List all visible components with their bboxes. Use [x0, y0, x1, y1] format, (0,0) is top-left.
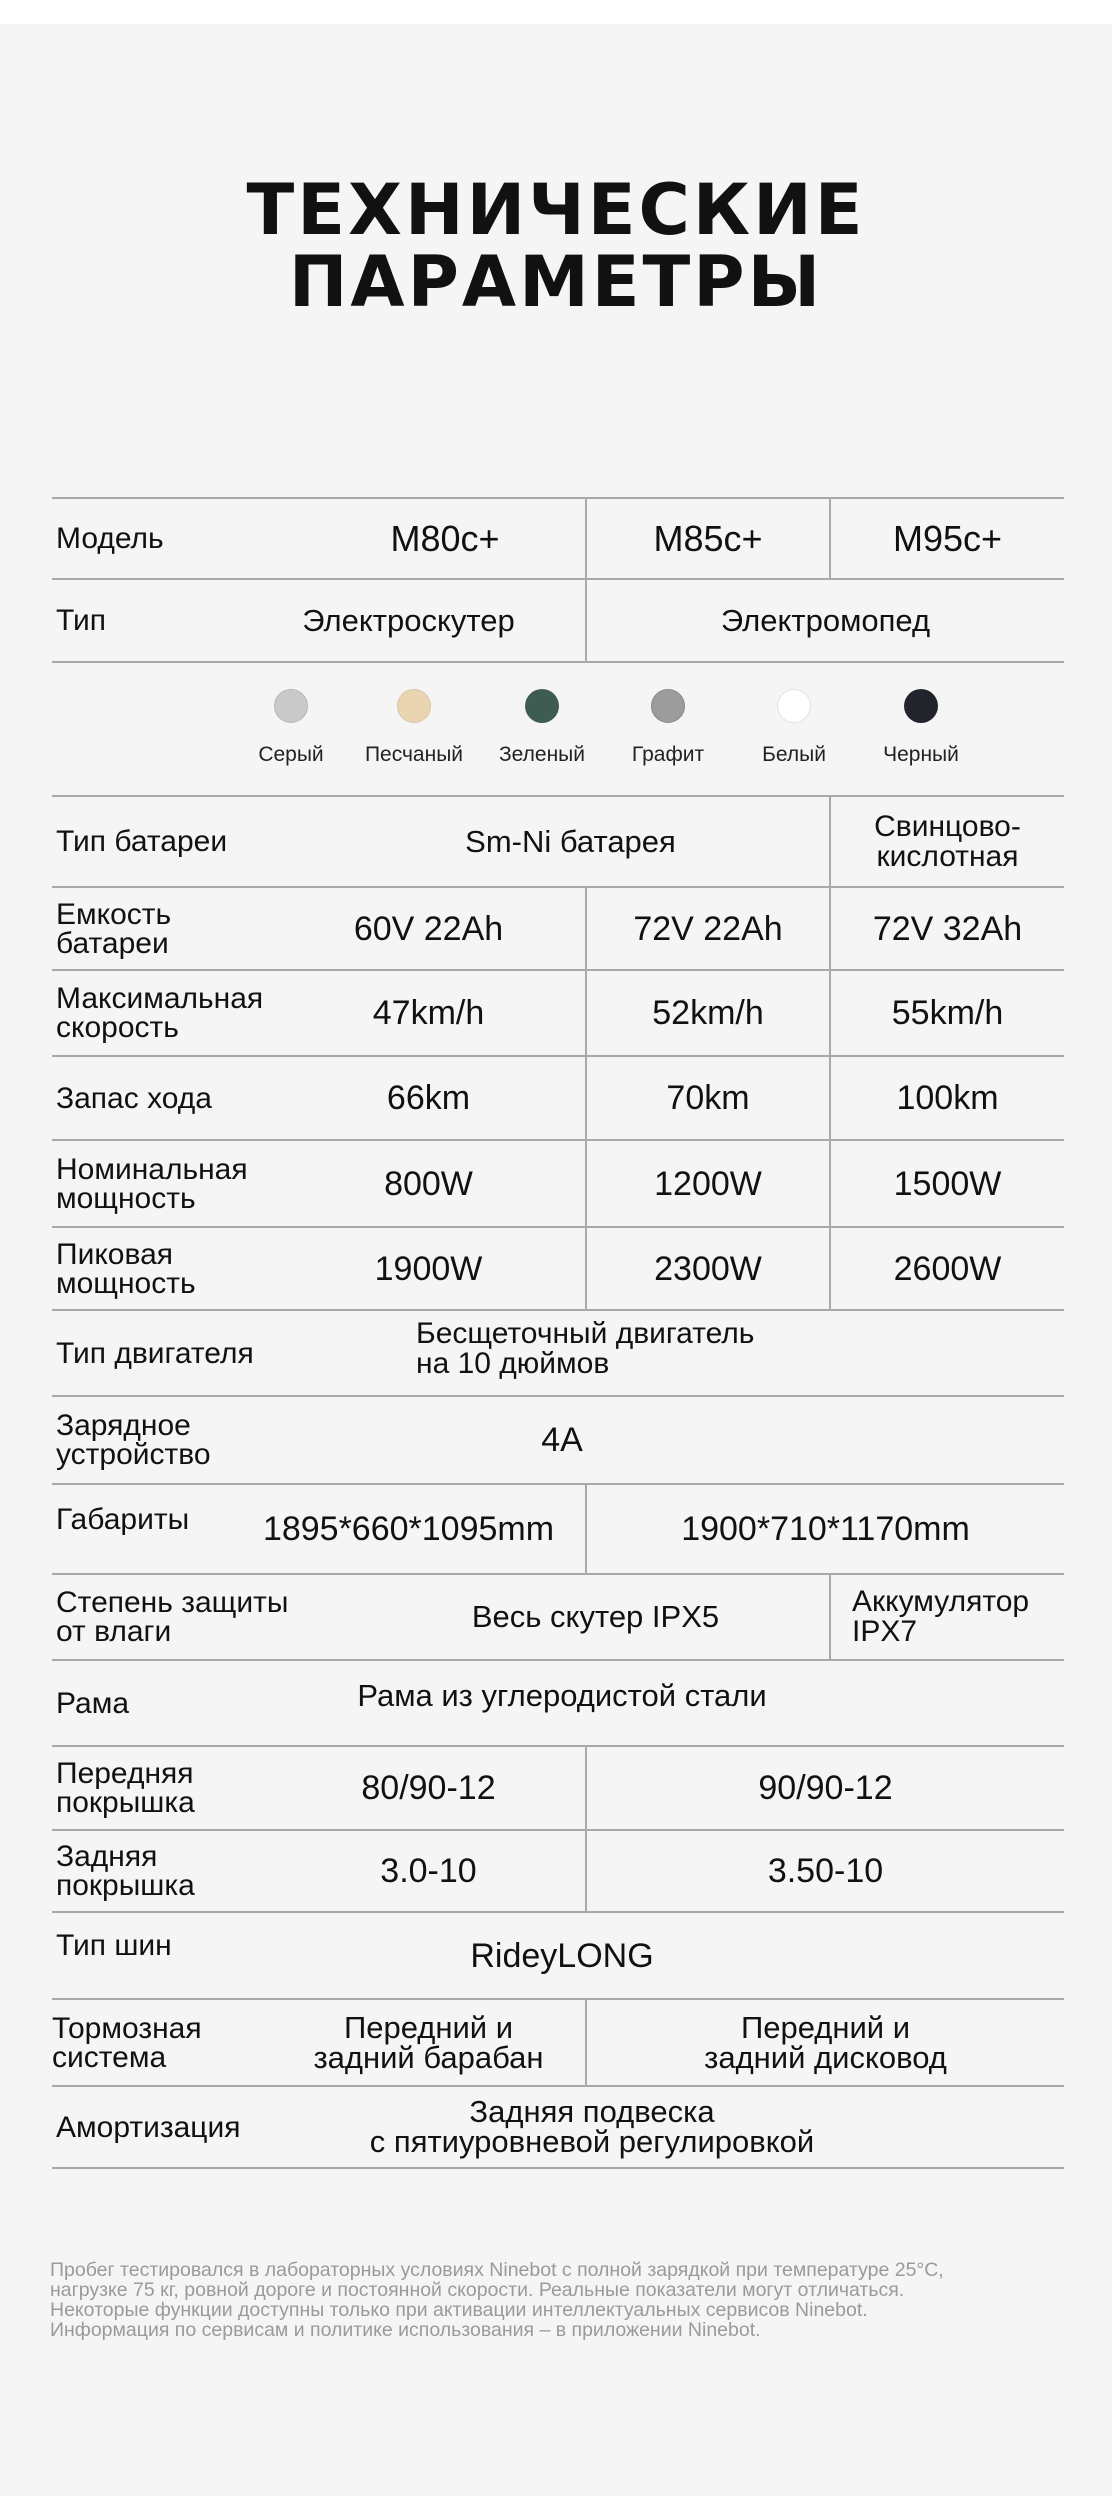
front-tire-m85-m95: 90/90-12 [758, 1769, 893, 1807]
battery-capacity-m85: 72V 22Ah [633, 909, 783, 948]
charger-value: 4A [541, 1421, 583, 1459]
label-suspension: Амортизация [56, 2110, 241, 2144]
row-rear-tire [52, 1829, 1064, 1911]
row-suspension [52, 2085, 1064, 2169]
brakes-m80: Передний и задний барабан [313, 2009, 544, 2075]
peak-power-m80: 1900W [374, 1249, 483, 1288]
suspension-value: Задняя подвеска с пятиуровневой регулировкой [369, 2094, 815, 2159]
page-title: ТЕХНИЧЕСКИЕ ПАРАМЕТРЫ [246, 169, 866, 323]
label-frame: Рама [56, 1686, 130, 1720]
model-m85: M85c+ [653, 517, 763, 559]
dimensions-m85-m95: 1900*710*1170mm [681, 1510, 970, 1548]
row-range [52, 1055, 1064, 1139]
label-peak-power: Пиковая мощность [56, 1237, 196, 1300]
spec-page [0, 24, 1112, 2496]
color-label-graphite: Графит [631, 743, 705, 766]
row-tire-type [52, 1911, 1064, 1998]
row-motor-type [52, 1309, 1064, 1395]
max-speed-m85: 52km/h [652, 994, 764, 1032]
motor-type-value: Бесщеточный двигатель на 10 дюймов [416, 1317, 755, 1380]
label-tire-type: Тип шин [56, 1929, 172, 1962]
color-label-gray: Серый [258, 743, 324, 766]
color-swatch-white [777, 689, 811, 723]
range-m80: 66km [386, 1079, 471, 1117]
label-battery-type: Тип батареи [56, 825, 228, 858]
color-swatch-graphite [651, 689, 685, 723]
row-battery-capacity [52, 886, 1064, 969]
row-frame [52, 1659, 1064, 1745]
label-dimensions: Габариты [56, 1503, 190, 1536]
row-battery-type [52, 795, 1064, 886]
color-label-sand: Песчаный [364, 743, 464, 766]
frame-value: Рама из углеродистой стали [357, 1678, 767, 1713]
label-battery-capacity: Емкость батареи [56, 897, 172, 960]
rear-tire-m85-m95: 3.50-10 [767, 1852, 884, 1890]
dimensions-m80: 1895*660*1095mm [262, 1510, 555, 1548]
row-brakes [52, 1998, 1064, 2085]
peak-power-m95: 2600W [893, 1249, 1002, 1288]
battery-capacity-m95: 72V 32Ah [872, 909, 1023, 948]
label-charger: Зарядное устройство [56, 1409, 211, 1471]
tire-type-value: RideyLONG [470, 1936, 654, 1975]
label-brakes: Тормозная система [52, 2011, 202, 2074]
battery-capacity-m80: 60V 22Ah [353, 909, 504, 948]
row-nominal-power [52, 1139, 1064, 1226]
front-tire-m80: 80/90-12 [361, 1769, 496, 1807]
color-swatch-gray [274, 689, 308, 723]
spec-table [52, 497, 1064, 2169]
battery-type-main: Sm-Ni батарея [465, 823, 676, 859]
label-model: Модель [56, 522, 164, 555]
color-label-green: Зеленый [498, 743, 586, 766]
nominal-power-m80: 800W [384, 1164, 473, 1203]
max-speed-m80: 47km/h [372, 994, 485, 1032]
model-m80: M80c+ [390, 517, 500, 559]
row-dimensions [52, 1483, 1064, 1573]
label-rear-tire: Задняя покрышка [56, 1840, 195, 1902]
footnote: Пробег тестировался в лабораторных условиях Ninebot с полной зарядкой при температуре 25°C, нагрузке 75 кг, ровной дороге и постоянной скорости. Реальные показатели могут отличаться. Некоторые функции доступны только при активации интеллектуальных сервисов Ninebot. Информация по сервисам и политике использования – в приложении Ninebot. [50, 2259, 944, 2341]
range-m85: 70km [666, 1079, 750, 1117]
water-protection-alt: Аккумулятор IPX7 [852, 1585, 1030, 1648]
peak-power-m85: 2300W [654, 1249, 762, 1288]
color-swatch-sand [397, 689, 431, 723]
label-max-speed: Максимальная скорость [56, 982, 264, 1044]
color-options [52, 661, 1064, 795]
row-model [52, 497, 1064, 578]
nominal-power-m95: 1500W [893, 1164, 1002, 1203]
label-front-tire: Передняя покрышка [56, 1757, 195, 1819]
label-nominal-power: Номинальная мощность [56, 1152, 248, 1215]
label-motor-type: Тип двигателя [56, 1336, 254, 1370]
brakes-m85-m95: Передний и задний дисковод [704, 2009, 947, 2075]
row-max-speed [52, 969, 1064, 1055]
row-peak-power [52, 1226, 1064, 1309]
label-type: Тип [56, 604, 107, 637]
row-charger [52, 1395, 1064, 1483]
range-m95: 100km [896, 1079, 999, 1117]
row-front-tire [52, 1745, 1064, 1829]
color-swatch-green [525, 689, 559, 723]
battery-type-alt: Свинцово- кислотная [874, 809, 1021, 873]
rear-tire-m80: 3.0-10 [380, 1852, 477, 1890]
label-water-protection: Степень защиты от влаги [56, 1586, 289, 1648]
row-water-protection [52, 1573, 1064, 1659]
color-label-black: Черный [883, 743, 959, 766]
type-scooter: Электроскутер [302, 602, 515, 638]
row-type [52, 578, 1064, 661]
label-range: Запас хода [56, 1081, 212, 1115]
water-protection-main: Весь скутер IPX5 [471, 1599, 720, 1634]
color-label-white: Белый [762, 743, 826, 766]
nominal-power-m85: 1200W [654, 1164, 762, 1203]
model-m95: M95c+ [892, 517, 1003, 559]
color-swatch-black [904, 689, 938, 723]
type-moped: Электромопед [720, 602, 931, 638]
max-speed-m95: 55km/h [891, 994, 1004, 1032]
